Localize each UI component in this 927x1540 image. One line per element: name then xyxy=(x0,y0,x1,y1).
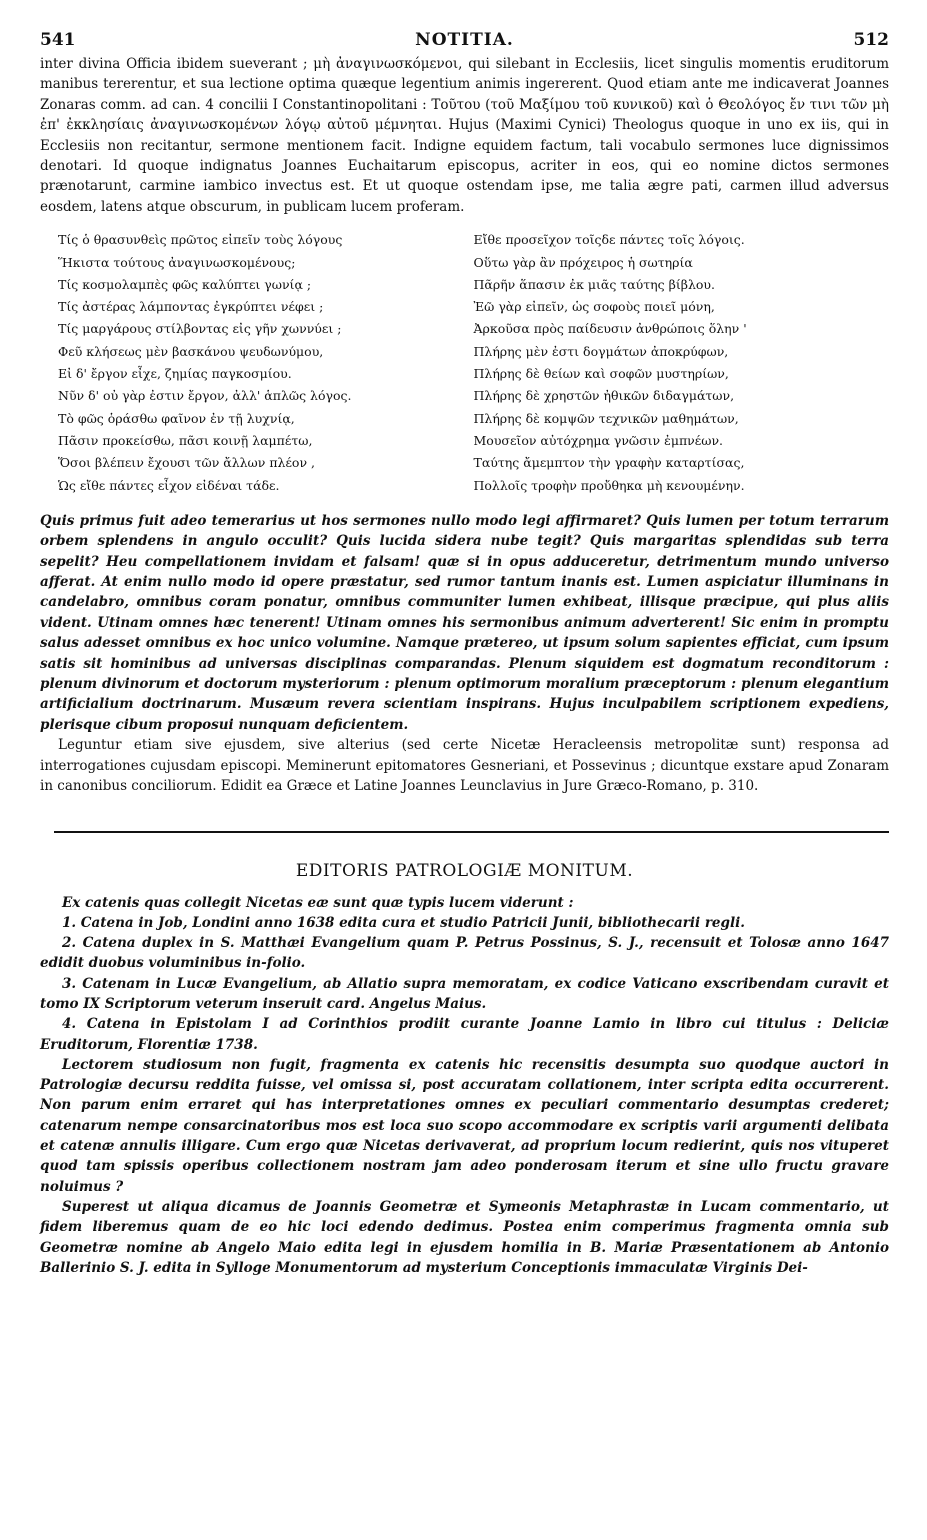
page-number-right: 512 xyxy=(853,30,889,50)
latin-translation-paragraph: Quis primus fuit adeo temerarius ut hos sermones nullo modo legi affirmaret? Quis lumen per totum terrarum orbem splendens in angulo occulit? Quis lucida sidera nube tegit? Quis margaritas splendidas sub terra sepelit? Heu compellationem invidam et falsam! quæ si in opus adduceretur, detrimentum mundo universo afferat. At enim nullo modo id opere præstatur, sed rumor tantum inanis est. Lumen aspiciatur illuminans in candelabro, omnibus coram ponatur, omnibus communiter lumen exhibeat, illisque præcipue, qui plus aliis vident. Utinam omnes hæc tenerent! Utinam omnes his sermonibus animum adverterent! Sic enim in promptu salus adesset omnibus ex hoc unico volumine. Namque prætereo, ut ipsum solum sapientes efficiat, cum ipsum satis sit hominibus ad universas disciplinas comparandas. Plenum siquidem est dogmatum reconditorum : plenum divinorum et doctorum mysteriorum : plenum optimorum moralium præceptorum : plenum elegantium artificialium doctrinarum. Musæum revera scientiam inspirans. Hujus inculpabilem scriptionem expediens, plerisque cibum proposui nunquam deficientem. xyxy=(40,512,889,733)
closing-paragraph: Leguntur etiam sive ejusdem, sive alterius (sed certe Nicetæ Heracleensis metropolitæ sunt) responsa ad interrogationes cujusdam episcopi. Meminerunt epitomatores Gesneriani, et Possevinus ; dicuntque exstare apud Zonaram in canonibus conciliorum. Edidit ea Græce et Latine Joannes Leunclavius in Jure Græco-Romano, p. 310. xyxy=(40,737,889,795)
poem-line: Μουσεῖον αὐτόχρημα γνῶσιν ἐμπνέων. xyxy=(473,432,724,448)
monitum-paragraph: 2. Catena duplex in S. Matthæi Evangelium quam P. Petrus Possinus, S. J., recensuit et Tolosæ anno 1647 edidit duobus voluminibus in-folio. xyxy=(40,935,889,972)
poem-line: Οὕτω γὰρ ἂν πρόχειρος ἡ σωτηρία xyxy=(473,254,693,270)
page-number-left: 541 xyxy=(40,30,76,50)
greek-poem xyxy=(58,229,889,497)
running-header xyxy=(40,30,889,54)
poem-line: Τὸ φῶς ὁράσθω φαῖνον ἐν τῇ λυχνίᾳ, xyxy=(58,410,295,426)
poem-line: Φεῦ κλήσεως μὲν βασκάνου ψευδωνύμου, xyxy=(58,343,324,359)
section-divider xyxy=(54,831,889,833)
poem-line: Πλήρης δὲ κομψῶν τεχνικῶν μαθημάτων, xyxy=(473,410,739,426)
poem-line: Ἐῶ γὰρ εἰπεῖν, ὡς σοφοὺς ποιεῖ μόνη, xyxy=(473,299,715,315)
poem-column-right xyxy=(474,229,890,497)
poem-line: Ταύτης ἄμεμπτον τὴν γραφὴν καταρτίσας, xyxy=(473,455,745,471)
poem-line: Τίς μαργάρους στίλβοντας εἰς γῆν χωννύει ; xyxy=(58,321,342,337)
poem-line: Ἥκιστα τούτους ἀναγινωσκομένους; xyxy=(58,254,296,270)
monitum-paragraph: 3. Catenam in Lucæ Evangelium, ab Allatio supra memoratam, ex codice Vaticano exscribendam curavit et tomo IX Scriptorum veterum inseruit card. Angelus Maius. xyxy=(40,975,889,1012)
monitum-paragraph: 1. Catena in Job, Londini anno 1638 edita cura et studio Patricii Junii, bibliothecarii regli. xyxy=(62,914,745,931)
running-title: NOTITIA. xyxy=(415,30,514,50)
poem-line: Τίς ἀστέρας λάμποντας ἐγκρύπτει νέφει ; xyxy=(58,299,324,315)
poem-line: Τίς ὁ θρασυνθεὶς πρῶτος εἰπεῖν τοὺς λόγους xyxy=(58,232,343,248)
intro-paragraph: inter divina Officia ibidem sueverant ; μὴ ἀναγινωσκόμενοι, qui silebant in Ecclesiis, licet singulis momentis eruditorum manibus tererentur, et sua lectione optima quæque legentium animis ingererent. Quod etiam ante me indicaverat Joannes Zonaras comm. ad can. 4 concilii I Constantinopolitani : Τοῦτου (τοῦ Μαξίμου τοῦ κυνικοῦ) καὶ ὁ Θεολόγος ἔν τινι τῶν μὴ ἐπ' ἐκκλησίαις ἀναγινωσκομένων λόγῳ αὐτοῦ μέμνηται. Hujus (Maximi Cynici) Theologus quoque in uno ex iis, qui in Ecclesiis non recitantur, sermone mentionem facit. Indigne equidem factum, tali vocabulo sermones luce dignissimos denotari. Id quoque indignatus Joannes Euchaitarum episcopus, acriter in eos, qui eo nomine dictos sermones prænotarunt, carmine iambico invectus est. Et ut quoque ostendam ipse, me talia ægre pati, carmen illud adversus eosdem, latens atque obscurum, in publicam lucem proferam. xyxy=(40,56,889,215)
monitum-title: EDITORIS PATROLOGIÆ MONITUM. xyxy=(295,860,634,881)
poem-line: Τίς κοσμολαμπὲς φῶς καλύπτει γωνίᾳ ; xyxy=(58,276,312,292)
poem-line: Εἴθε προσεῖχον τοῖςδε πάντες τοῖς λόγοις. xyxy=(473,232,745,248)
poem-line: Πολλοῖς τροφὴν προὔθηκα μὴ κενουμένην. xyxy=(473,477,745,493)
poem-line: Πᾶσιν προκείσθω, πᾶσι κοινῇ λαμπέτω, xyxy=(58,432,313,448)
poem-line: Ὅσοι βλέπειν ἔχουσι τῶν ἄλλων πλέον , xyxy=(58,455,316,471)
monitum-paragraph: Lectorem studiosum non fugit, fragmenta ex catenis hic recensitis desumpta suo quodque auctori in Patrologiæ decursu reddita fuisse, vel omissa si, post accuratam collationem, inter scripta edita occurrerent. Non parum enim erraret qui has interpretationes omnes ex peculiari commentario desumptas crederet; catenarum nempe consarcinatoribus mos est loca suo scopo accommodare ex scriptis varii argumenti delibata et catenæ annulis illigare. Cum ergo quæ Nicetas derivaverat, ad proprium locum redierint, quis nos vituperet quod tam spissis operibus collectionem nostram jam adeo ponderosam iterum et sine ullo fructu gravare noluimus ? xyxy=(40,1056,889,1195)
monitum-body xyxy=(40,893,889,1279)
poem-line: Πᾶρῆν ἅπασιν ἐκ μιᾶς ταύτης βίβλου. xyxy=(473,276,715,292)
poem-column-left xyxy=(58,229,474,497)
poem-line: Εἰ δ' ἔργον εἶχε, ζημίας παγκοσμίου. xyxy=(58,366,292,382)
poem-line: Πλήρης μὲν ἐστι δογμάτων ἀποκρύφων, xyxy=(473,343,729,359)
poem-line: Νῦν δ' οὐ γὰρ ἐστιν ἔργον, ἀλλ' ἁπλῶς λόγος. xyxy=(58,388,352,404)
monitum-paragraph: Superest ut aliqua dicamus de Joannis Geometræ et Symeonis Metaphrastæ in Lucam commentario, ut fidem liberemus quam de eo hic loci edendo dedimus. Postea enim comperimus fragmenta omnia sub Geometræ nomine ab Angelo Maio edita legi in ejusdem homilia in B. Mariæ Præsentationem ab Antonio Ballerinio S. J. edita in Sylloge Monumentorum ad mysterium Conceptionis immaculatæ Virginis Dei- xyxy=(40,1198,889,1276)
poem-line: Πλήρης δὲ θείων καὶ σοφῶν μυστηρίων, xyxy=(473,366,729,382)
monitum-paragraph: Ex catenis quas collegit Nicetas eæ sunt quæ typis lucem viderunt : xyxy=(62,894,574,911)
poem-line: Πλήρης δὲ χρηστῶν ἠθικῶν διδαγμάτων, xyxy=(473,388,735,404)
monitum-paragraph: 4. Catena in Epistolam I ad Corinthios prodiit curante Joanne Lamio in libro cui titulus : Deliciæ Eruditorum, Florentiæ 1738. xyxy=(40,1016,889,1053)
poem-line: Ὡς εἴθε πάντες εἶχον εἰδέναι τάδε. xyxy=(58,477,280,493)
poem-line: Ἀρκοῦσα πρὸς παίδευσιν ἀνθρώποις ὅλην ' xyxy=(473,321,747,337)
